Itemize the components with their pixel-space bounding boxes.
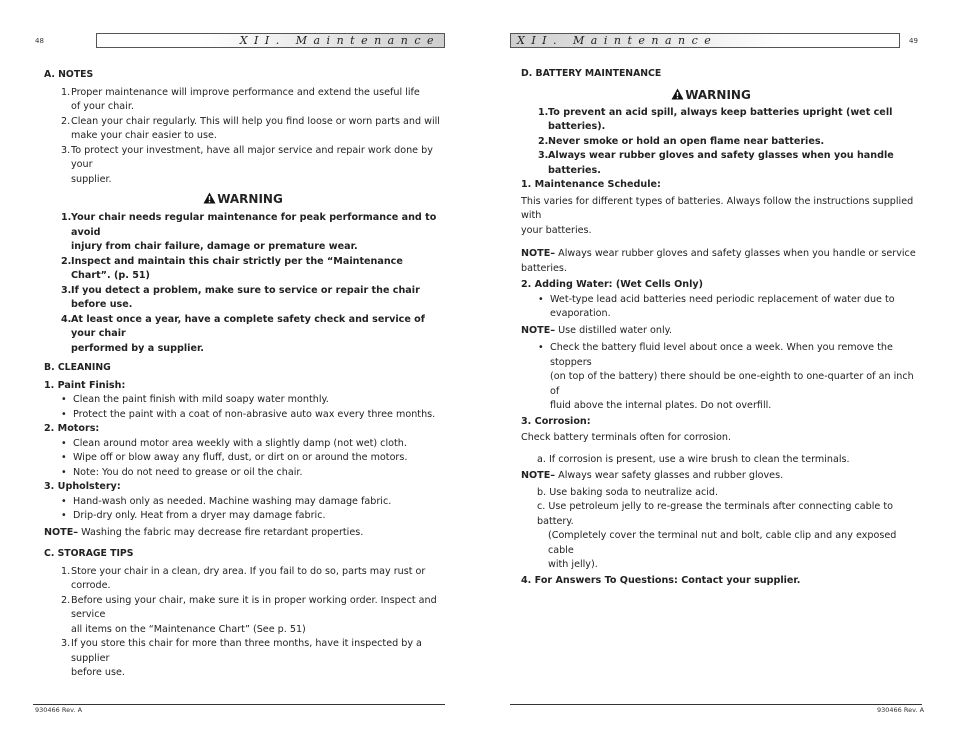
bullet-item: • Wipe off or blow away any fluff, dust, or dirt on or around the motors. [61, 452, 408, 463]
item-number: 1. [61, 212, 72, 223]
list-item: a. If corrosion is present, use a wire brush to clean the terminals. [537, 453, 850, 465]
bullet-item: • Protect the paint with a coat of non-abrasive auto wax every three months. [61, 408, 436, 420]
item-text-cont: of your chair. [71, 101, 134, 112]
warning-item [61, 255, 442, 284]
item-text: Clean your chair regularly. This will help you find loose or worn parts and will [71, 115, 440, 127]
item-text: Never smoke or hold an open flame near batteries. [548, 135, 825, 147]
footer-rule [33, 704, 445, 705]
warning-item [61, 211, 442, 255]
subsection-heading: 2. Adding Water: (Wet Cells Only) [521, 279, 704, 290]
item-text-cont: performed by a supplier. [71, 342, 204, 354]
bullet-item: • Clean around motor area weekly with a slightly damp (not wet) cloth. [61, 437, 407, 449]
item-number: 3. [538, 150, 549, 161]
text-line: Check the battery fluid level about once a week. When you remove the stoppers [550, 342, 893, 368]
note-label: NOTE– [521, 470, 556, 481]
text-line: fluid above the internal plates. Do not overfill. [550, 400, 772, 411]
warning-item [538, 106, 921, 135]
warning-label: WARNING [217, 192, 283, 206]
list-item: b. Use baking soda to neutralize acid. [537, 486, 719, 498]
item-text: Before using your chair, make sure it is in proper working order. Inspect and service [71, 594, 437, 620]
warning-item [538, 149, 921, 178]
bullet-item: • Hand-wash only as needed. Machine washing may damage fabric. [61, 495, 392, 507]
text-line: c. Use petroleum jelly to re-grease the terminals after connecting cable to battery. [537, 501, 893, 527]
footer-text: 930466 Rev. A [35, 706, 83, 714]
section-heading: B. CLEANING [44, 362, 111, 373]
section-header-bar: XII. Maintenance [96, 33, 445, 48]
note-label: NOTE– [521, 324, 556, 336]
list-item [61, 144, 442, 188]
paragraph: Check battery terminals often for corrosion. [521, 432, 732, 443]
subsection-heading: 3. Upholstery: [44, 481, 121, 492]
item-text: At least once a year, have a complete safety check and service of your chair [71, 313, 425, 339]
page-number: 49 [909, 37, 918, 45]
note [521, 247, 921, 276]
text-line: (on top of the battery) there should be one-eighth to one-quarter of an inch of [550, 371, 914, 397]
warning-label: WARNING [685, 87, 751, 102]
list-item [521, 500, 921, 573]
item-number: 2. [61, 115, 71, 127]
note [521, 469, 921, 484]
item-text: Inspect and maintain this chair strictly per the “Maintenance Chart”. (p. 51) [71, 255, 403, 281]
note-label: NOTE– [44, 526, 79, 538]
subsection-heading: 1. Paint Finish: [44, 379, 126, 391]
item-text: To prevent an acid spill, always keep batteries upright (wet cell batteries). [548, 106, 893, 132]
bullet-item: • Check the battery fluid level about once a week. When you remove the stoppers (on top of the battery) there should be one-eighth to one-quarter of an inch of fluid above the internal plates. Do not overfill. [538, 341, 921, 414]
item-text: To protect your investment, have all major service and repair work done by your [71, 144, 433, 170]
item-number: 1. [61, 565, 71, 577]
text-line: with jelly). [548, 559, 598, 570]
item-text: Store your chair in a clean, dry area. If you fail to do so, parts may rust or corrode. [71, 565, 426, 591]
item-text-cont: make your chair easier to use. [71, 130, 217, 141]
warning-triangle-icon [671, 88, 684, 100]
item-text-cont: supplier. [71, 173, 112, 185]
item-text: Proper maintenance will improve performance and extend the useful life [71, 86, 420, 98]
item-number: 3. [61, 144, 71, 156]
note-text: Always wear safety glasses and rubber gloves. [555, 470, 784, 481]
item-text: If you detect a problem, make sure to service or repair the chair before use. [71, 284, 420, 310]
note [521, 324, 921, 339]
item-text-cont: injury from chair failure, damage or premature wear. [71, 241, 358, 252]
warning-title [521, 86, 921, 104]
list-item [61, 594, 442, 638]
list-item [61, 86, 442, 115]
paragraph [521, 195, 921, 239]
item-number: 2. [538, 135, 549, 147]
item-number: 3. [61, 638, 71, 649]
left-page-content [44, 68, 442, 681]
section-heading: D. BATTERY MAINTENANCE [521, 68, 662, 79]
item-number: 4. [61, 313, 72, 325]
subsection-heading: 4. For Answers To Questions: Contact your supplier. [521, 574, 801, 586]
warning-item [538, 135, 921, 150]
item-text-cont: all items on the “Maintenance Chart” (See p. 51) [71, 623, 306, 635]
section-header-bar: XII. Maintenance [510, 33, 900, 48]
text-line: (Completely cover the terminal nut and bolt, cable clip and any exposed cable [548, 530, 897, 556]
bullet-item: • Note: You do not need to grease or oil the chair. [61, 466, 303, 478]
bullet-item: • Clean the paint finish with mild soapy water monthly. [61, 394, 329, 405]
note-label: NOTE– [521, 248, 556, 259]
warning-title [44, 190, 442, 208]
text-line: your batteries. [521, 224, 592, 236]
note-text: Washing the fabric may decrease fire retardant properties. [78, 526, 364, 538]
subsection-heading: 1. Maintenance Schedule: [521, 179, 661, 190]
subsection-heading: 3. Corrosion: [521, 415, 591, 427]
item-text: Your chair needs regular maintenance for peak performance and to avoid [71, 212, 437, 238]
item-number: 2. [61, 255, 72, 267]
item-number: 1. [538, 106, 549, 118]
footer-rule [510, 704, 922, 705]
bullet-item: • Wet-type lead acid batteries need periodic replacement of water due to evaporation. [538, 293, 895, 319]
footer-text: 930466 Rev. A [877, 706, 925, 714]
item-number: 2. [61, 594, 71, 606]
section-heading: C. STORAGE TIPS [44, 548, 134, 559]
item-text: If you store this chair for more than three months, have it inspected by a supplier [71, 638, 422, 664]
list-item [61, 115, 442, 144]
list-item [61, 565, 442, 594]
warning-triangle-icon [203, 192, 216, 204]
item-text: Always wear rubber gloves and safety glasses when you handle batteries. [548, 150, 894, 176]
bullet-item: • Drip-dry only. Heat from a dryer may damage fabric. [61, 510, 326, 521]
section-heading: A. NOTES [44, 69, 94, 80]
warning-item [61, 284, 442, 313]
text-line: This varies for different types of batteries. Always follow the instructions supplied with [521, 195, 914, 221]
page-number: 48 [35, 37, 44, 45]
warning-item [61, 313, 442, 357]
item-number: 3. [61, 284, 72, 296]
note-text: Always wear rubber gloves and safety glasses when you handle or service batteries. [521, 248, 916, 274]
subsection-heading: 2. Motors: [44, 423, 100, 434]
list-item [61, 637, 442, 681]
note [44, 526, 442, 541]
item-text-cont: before use. [71, 667, 125, 678]
item-number: 1. [61, 86, 71, 98]
note-text: Use distilled water only. [555, 324, 673, 336]
right-page-content [521, 67, 921, 588]
